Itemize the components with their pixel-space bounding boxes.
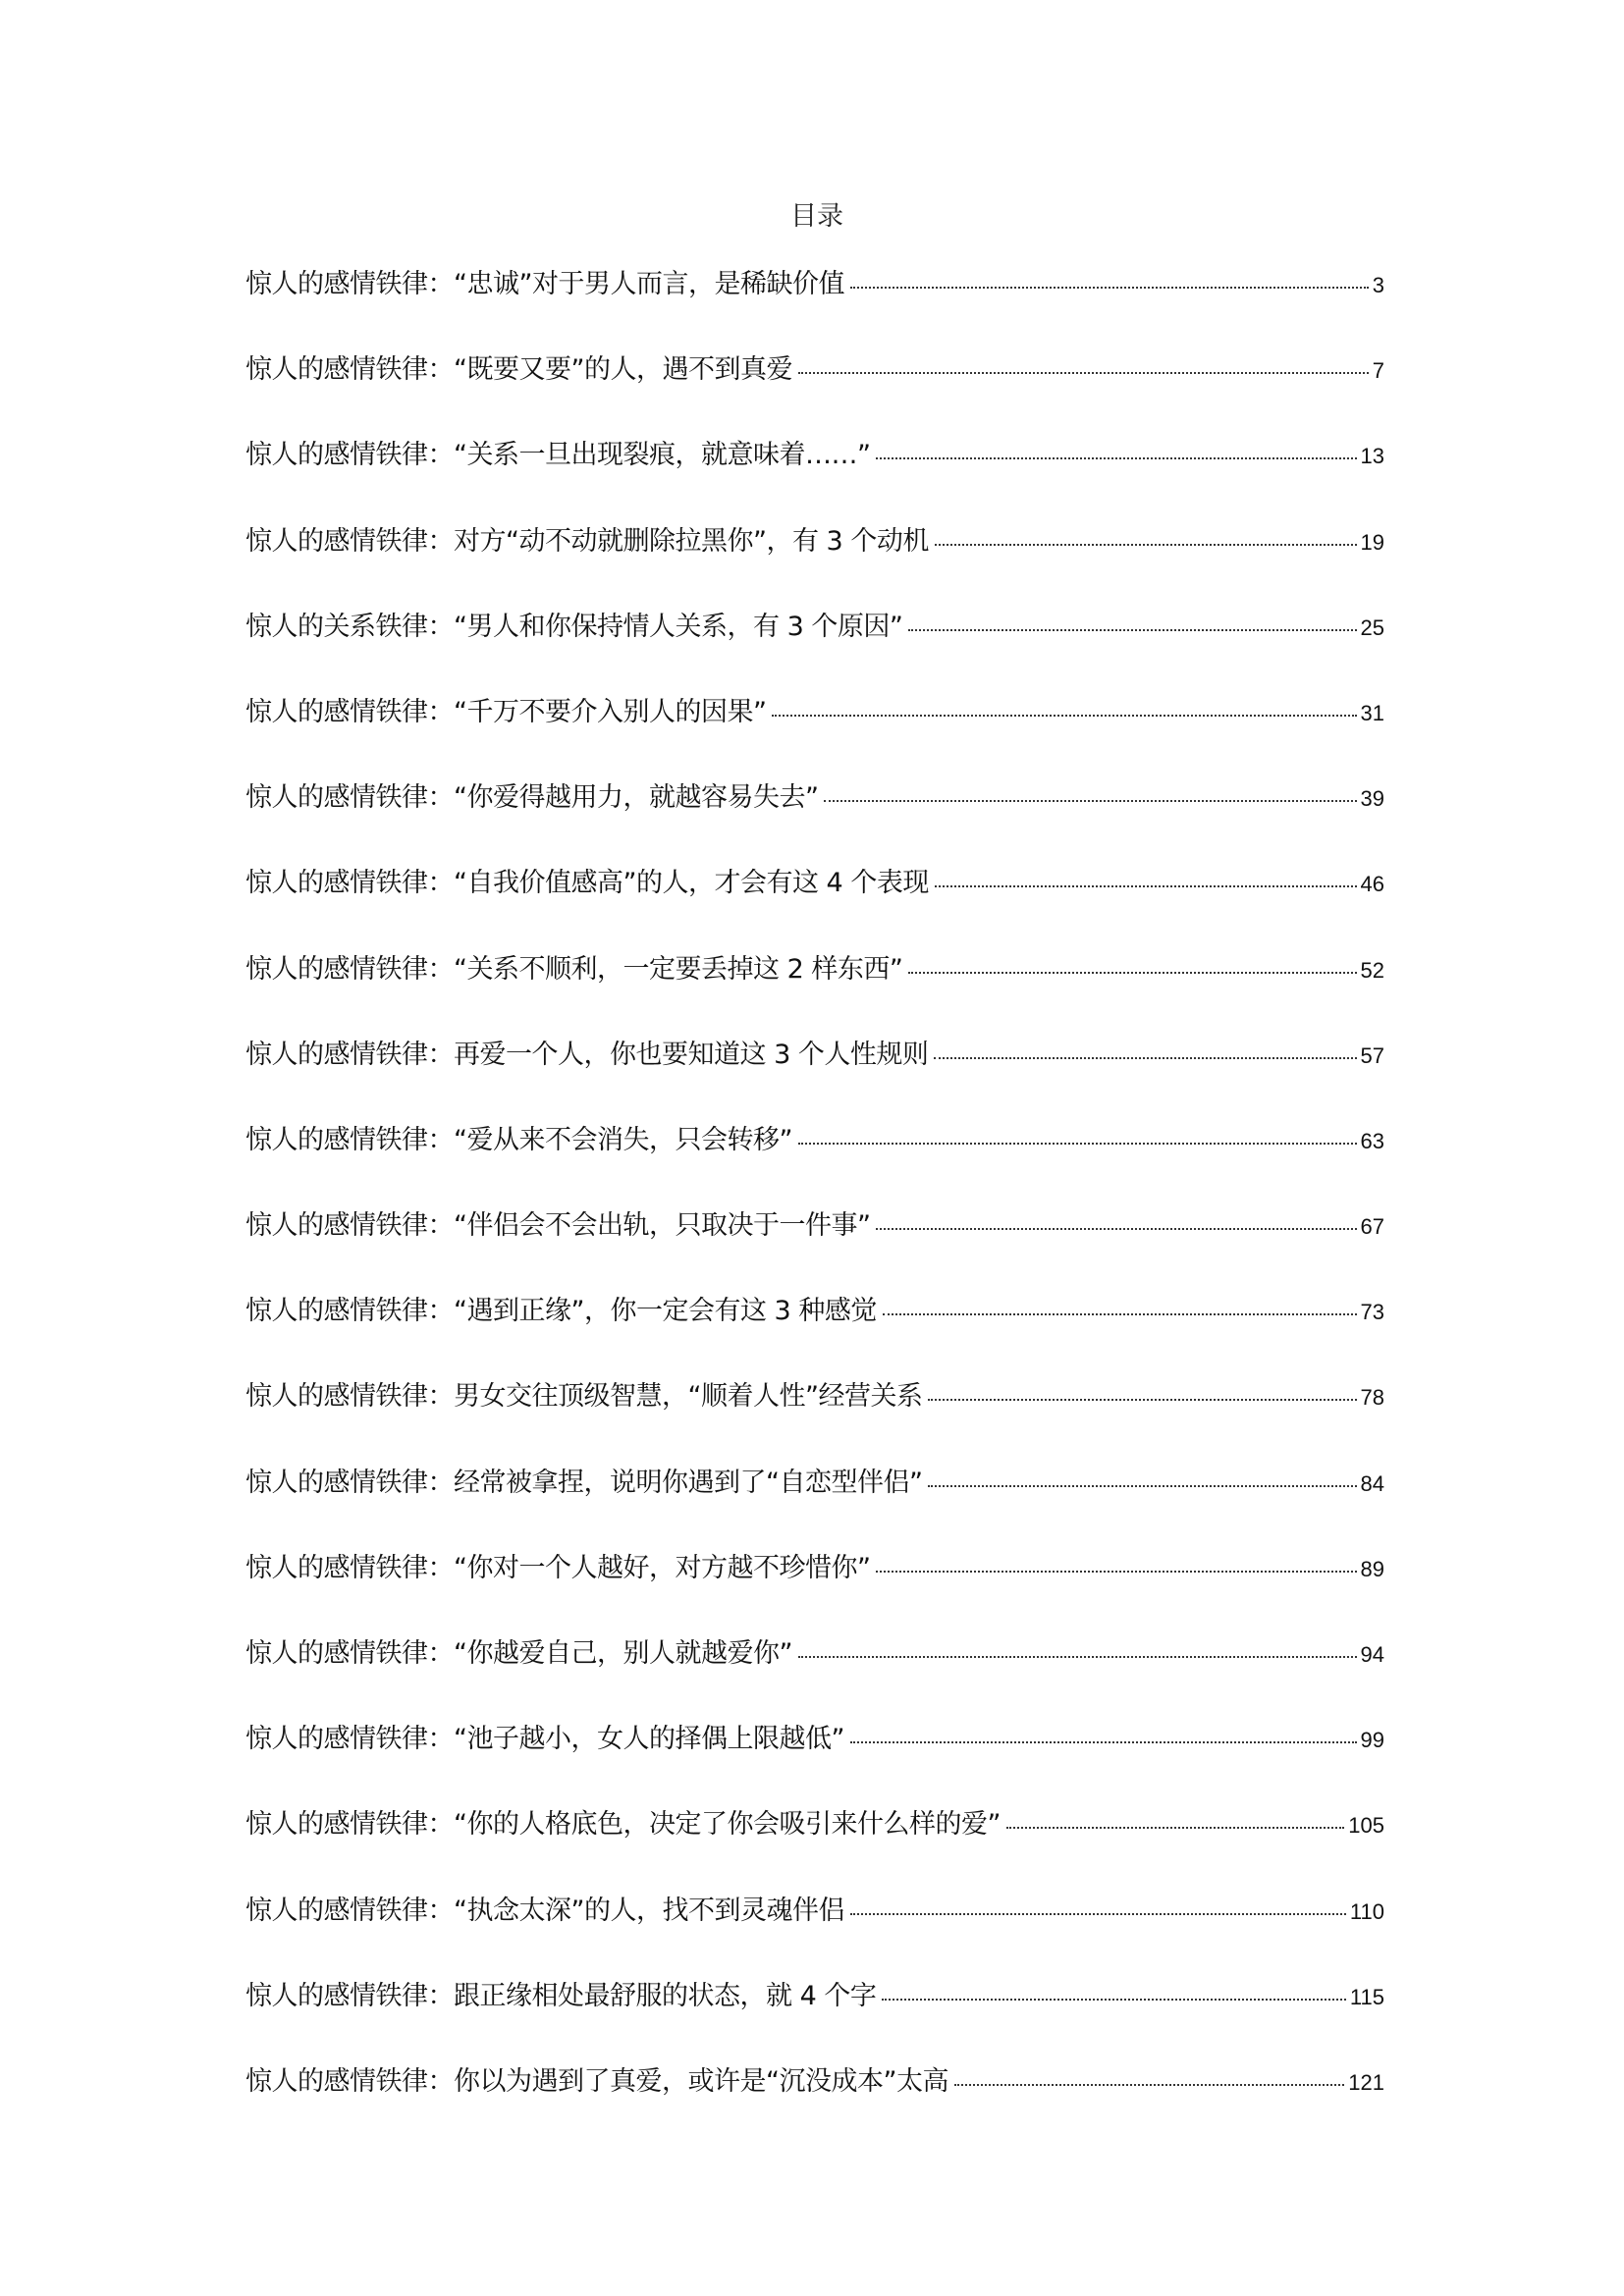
toc-entry-title: 惊人的关系铁律：“男人和你保持情人关系，有 3 个原因”: [245, 611, 903, 642]
toc-entry[interactable]: [245, 350, 1384, 436]
toc-entry-page: 94: [1360, 1642, 1384, 1667]
toc-entry-title: 惊人的感情铁律：对方“动不动就删除拉黑你”，有 3 个动机: [245, 525, 929, 557]
toc-entry-title: 惊人的感情铁律：“关系一旦出现裂痕，就意味着……”: [245, 440, 871, 471]
dot-leader: [824, 798, 1356, 802]
toc-entry-page: 99: [1360, 1728, 1384, 1753]
toc-entry[interactable]: [245, 1549, 1384, 1634]
toc-entry-title: 惊人的感情铁律：“池子越小，女人的择偶上限越低”: [245, 1724, 844, 1755]
toc-entry-page: 63: [1360, 1128, 1384, 1153]
toc-entry-page: 57: [1360, 1042, 1384, 1068]
toc-entry-page: 39: [1360, 786, 1384, 812]
toc-entry[interactable]: [245, 1292, 1384, 1377]
toc-entry-title: 惊人的感情铁律：“执念太深”的人，找不到灵魂伴侣: [245, 1895, 844, 1926]
toc-entry[interactable]: [245, 1464, 1384, 1549]
toc-entry-title: 惊人的感情铁律：你以为遇到了真爱，或许是“沉没成本”太高: [245, 2065, 948, 2097]
toc-entry[interactable]: [245, 1977, 1384, 2062]
toc-entry-page: 89: [1360, 1556, 1384, 1581]
toc-entry-page: 52: [1360, 957, 1384, 983]
dot-leader: [876, 1569, 1356, 1573]
toc-entry-title: 惊人的感情铁律：“千万不要介入别人的因果”: [245, 696, 767, 727]
toc-entry[interactable]: [245, 265, 1384, 350]
toc-entry-title: 惊人的感情铁律：“忠诚”对于男人而言，是稀缺价值: [245, 269, 844, 299]
toc-entry-page: 31: [1360, 700, 1384, 725]
dot-leader: [876, 455, 1356, 459]
toc-entry[interactable]: [245, 436, 1384, 521]
toc-entry-title: 惊人的感情铁律：“既要又要”的人，遇不到真爱: [245, 354, 792, 386]
dot-leader: [850, 1911, 1346, 1915]
toc-entry-title: 惊人的感情铁律：“关系不顺利，一定要丢掉这 2 样东西”: [245, 953, 903, 985]
toc-entry[interactable]: [245, 1720, 1384, 1805]
toc-entry-title: 惊人的感情铁律：再爱一个人，你也要知道这 3 个人性规则: [245, 1039, 929, 1070]
dot-leader: [908, 970, 1356, 974]
toc-entry[interactable]: [245, 522, 1384, 608]
dot-leader: [935, 542, 1357, 546]
toc-entry[interactable]: [245, 1377, 1384, 1463]
toc-entry[interactable]: [245, 1121, 1384, 1206]
dot-leader: [850, 1739, 1357, 1743]
toc-entry-page: 13: [1360, 444, 1384, 469]
dot-leader: [850, 285, 1369, 289]
toc-entry[interactable]: [245, 1634, 1384, 1720]
toc-entry-page: 46: [1360, 872, 1384, 897]
toc-entry[interactable]: [245, 864, 1384, 949]
toc-entry[interactable]: [245, 778, 1384, 864]
dot-leader: [928, 1397, 1356, 1401]
toc-entry-title: 惊人的感情铁律：经常被拿捏，说明你遇到了“自恋型伴侣”: [245, 1467, 923, 1498]
dot-leader: [1006, 1825, 1344, 1829]
toc-entry-title: 惊人的感情铁律：“伴侣会不会出轨，只取决于一件事”: [245, 1210, 871, 1242]
toc-entry-page: 78: [1360, 1385, 1384, 1411]
toc-entry-page: 19: [1360, 529, 1384, 555]
toc-entry-page: 3: [1372, 273, 1384, 297]
toc-entry[interactable]: [245, 1892, 1384, 1977]
toc-heading: 目录: [790, 201, 843, 232]
dot-leader: [908, 627, 1356, 631]
dot-leader: [883, 1311, 1357, 1315]
table-of-contents: [245, 265, 1384, 2148]
toc-entry-page: 121: [1348, 2069, 1384, 2095]
toc-entry[interactable]: [245, 608, 1384, 693]
toc-entry-title: 惊人的感情铁律：“自我价值感高”的人，才会有这 4 个表现: [245, 868, 929, 899]
dot-leader: [928, 1483, 1356, 1487]
toc-entry-title: 惊人的感情铁律：男女交往顶级智慧，“顺着人性”经营关系: [245, 1381, 923, 1413]
toc-entry[interactable]: [245, 1036, 1384, 1121]
dot-leader: [882, 1997, 1346, 2001]
toc-entry-page: 105: [1348, 1813, 1384, 1839]
toc-entry[interactable]: [245, 1206, 1384, 1292]
dot-leader: [954, 2082, 1344, 2086]
toc-entry-page: 25: [1360, 614, 1384, 640]
toc-entry-page: 84: [1360, 1470, 1384, 1496]
toc-entry[interactable]: [245, 693, 1384, 778]
dot-leader: [798, 370, 1369, 374]
toc-entry[interactable]: [245, 1805, 1384, 1891]
dot-leader: [798, 1141, 1357, 1145]
toc-entry-title: 惊人的感情铁律：“你的人格底色，决定了你会吸引来什么样的爱”: [245, 1809, 1001, 1841]
dot-leader: [934, 1055, 1356, 1059]
toc-entry-page: 115: [1349, 1984, 1384, 2009]
toc-entry-title: 惊人的感情铁律：“你对一个人越好，对方越不珍惜你”: [245, 1552, 871, 1583]
toc-entry-page: 110: [1349, 1898, 1384, 1924]
dot-leader: [772, 713, 1356, 717]
dot-leader: [798, 1654, 1357, 1658]
toc-entry-title: 惊人的感情铁律：“遇到正缘”，你一定会有这 3 种感觉: [245, 1296, 877, 1327]
dot-leader: [935, 883, 1357, 887]
dot-leader: [876, 1226, 1356, 1230]
toc-entry-title: 惊人的感情铁律：“你越爱自己，别人就越爱你”: [245, 1638, 792, 1669]
toc-entry[interactable]: [245, 2062, 1384, 2148]
toc-entry-page: 7: [1372, 358, 1384, 384]
toc-entry-title: 惊人的感情铁律：跟正缘相处最舒服的状态，就 4 个字: [245, 1980, 877, 2011]
toc-entry-page: 73: [1360, 1300, 1384, 1325]
toc-entry[interactable]: [245, 950, 1384, 1036]
toc-entry-title: 惊人的感情铁律：“爱从来不会消失，只会转移”: [245, 1124, 792, 1155]
toc-entry-page: 67: [1360, 1214, 1384, 1240]
toc-entry-title: 惊人的感情铁律：“你爱得越用力，就越容易失去”: [245, 782, 819, 814]
